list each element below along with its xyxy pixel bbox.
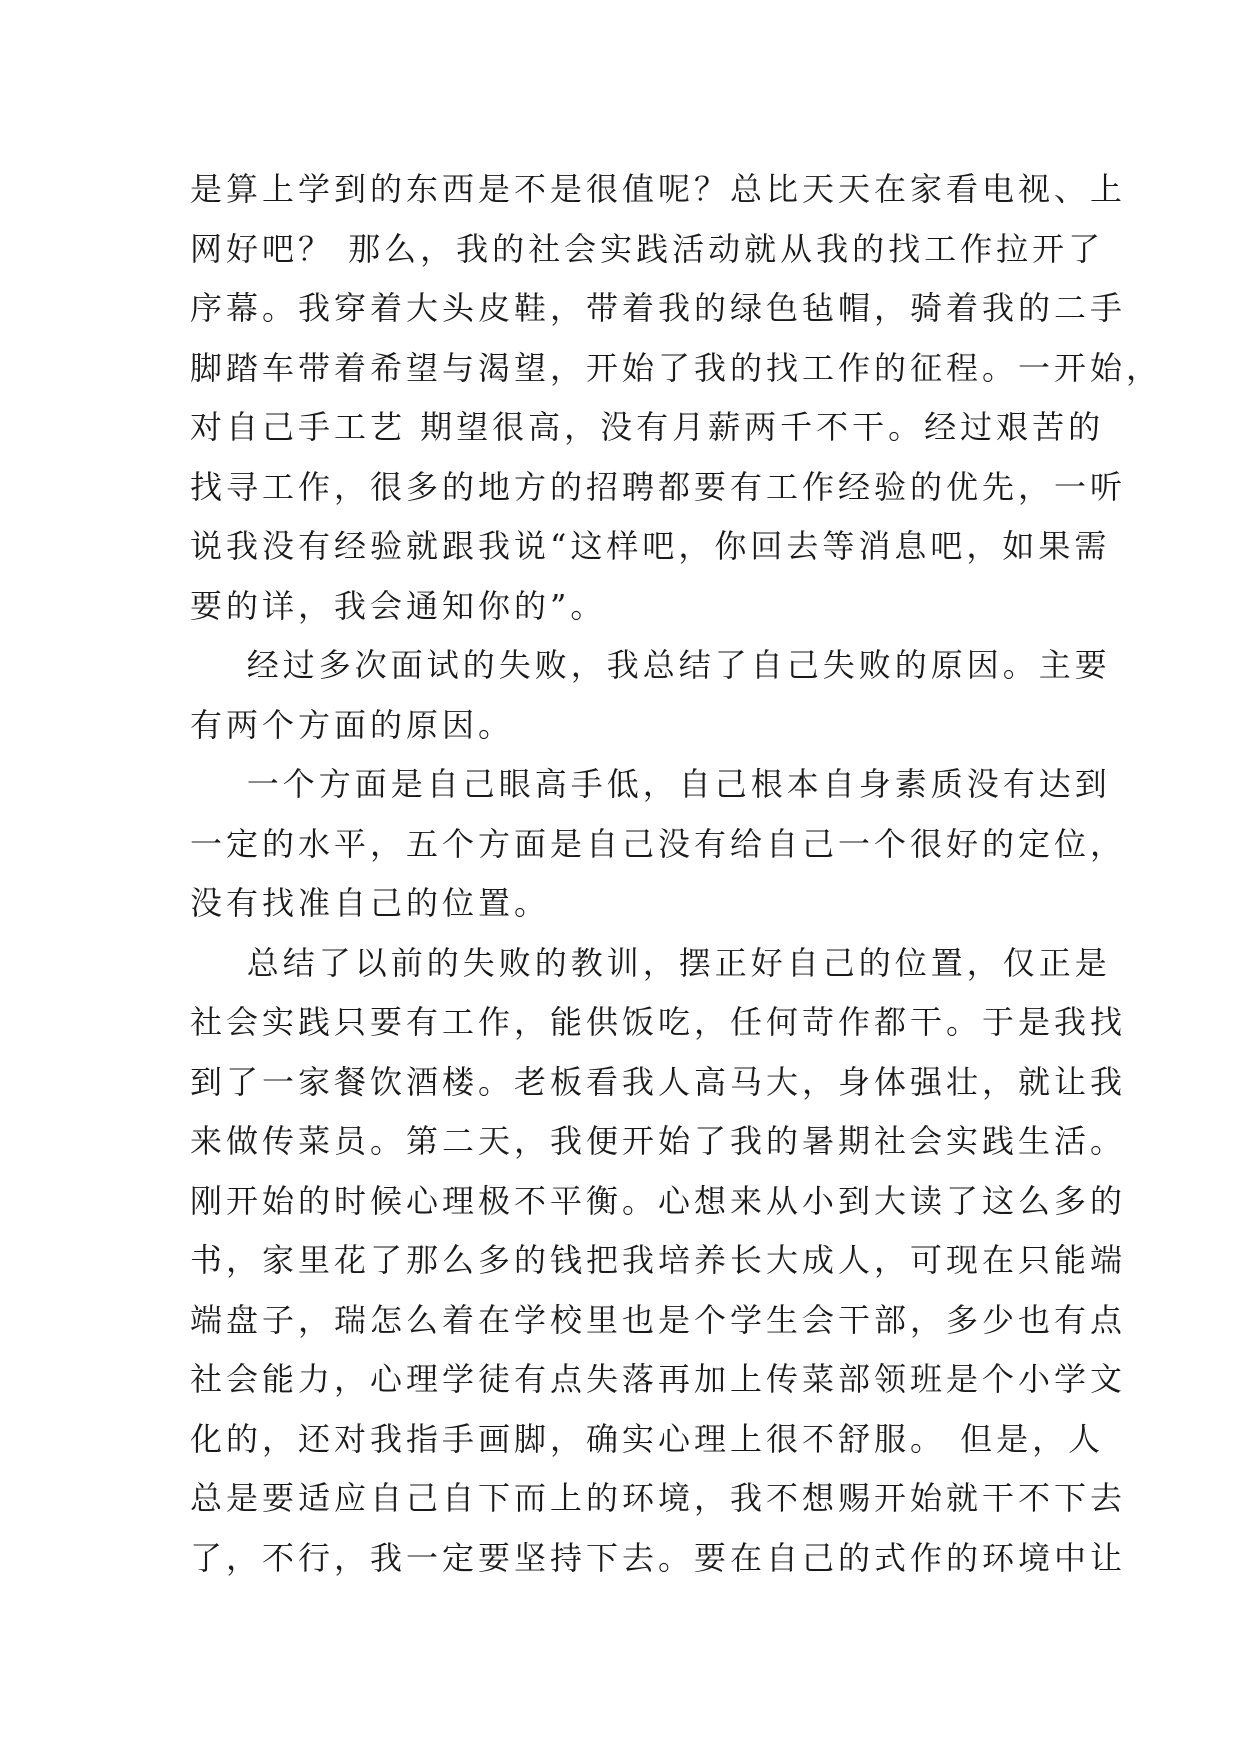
document-body — [190, 160, 1163, 1588]
text-line: 端盘子，瑞怎么着在学校里也是个学生会干部，多少也有点 — [190, 1300, 1127, 1339]
text-line: 找寻工作，很多的地方的招聘都要有工作经验的优先，一听 — [190, 467, 1127, 506]
text-line: 总是要适应自己自下而上的环境，我不想赐开始就干不下去 — [190, 1479, 1127, 1517]
text-line: 要的详，我会通知你的”。 — [190, 586, 607, 625]
text-line: 到了一家餐饮酒楼。老板看我人高马大，身体强壮，就让我 — [190, 1062, 1127, 1101]
text-line: 来做传菜员。第二天，我便开始了我的暑期社会实践生活。 — [190, 1122, 1127, 1160]
text-line: 没有找准自己的位置。 — [190, 884, 551, 922]
text-line: 社会能力，心理学徒有点失落再加上传菜部领班是个小学文 — [190, 1360, 1127, 1398]
text-line: 网好吧？ 那么，我的社会实践活动就从我的找工作拉开了 — [190, 229, 1105, 268]
text-line: 序幕。我穿着大头皮鞋，带着我的绿色毡帽，骑着我的二手 — [190, 289, 1127, 327]
text-line: 对自己手工艺 期望很高，没有月薪两千不干。经过艰苦的 — [190, 408, 1105, 446]
text-line: 是算上学到的东西是不是很值呢？总比天天在家看电视、上 — [190, 170, 1127, 208]
text-line: 一定的水平，五个方面是自己没有给自己一个很好的定位， — [190, 824, 1127, 863]
text-line: 了，不行，我一定要坚持下去。要在自己的式作的环境中让 — [190, 1538, 1127, 1577]
text-line: 化的，还对我指手画脚，确实心理上很不舒服。 但是，人 — [190, 1419, 1105, 1458]
text-line: 刚开始的时候心理极不平衡。心想来从小到大读了这么多的 — [190, 1181, 1127, 1220]
text-line: 说我没有经验就跟我说“这样吧，你回去等消息吧，如果需 — [190, 527, 1111, 565]
text-line: 脚踏车带着希望与渴望，开始了我的找工作的征程。一开始， — [190, 348, 1163, 387]
text-line: 有两个方面的原因。 — [190, 705, 515, 744]
text-line: 总结了以前的失败的教训，摆正好自己的位置，仅正是 — [190, 943, 1111, 982]
text-line: 书，家里花了那么多的钱把我培养长大成人，可现在只能端 — [190, 1241, 1127, 1279]
text-line: 一个方面是自己眼高手低，自己根本自身素质没有达到 — [190, 765, 1111, 803]
text-line: 社会实践只要有工作，能供饭吃，任何苛作都干。于是我找 — [190, 1003, 1127, 1041]
text-line: 经过多次面试的失败，我总结了自己失败的原因。主要 — [190, 646, 1111, 684]
